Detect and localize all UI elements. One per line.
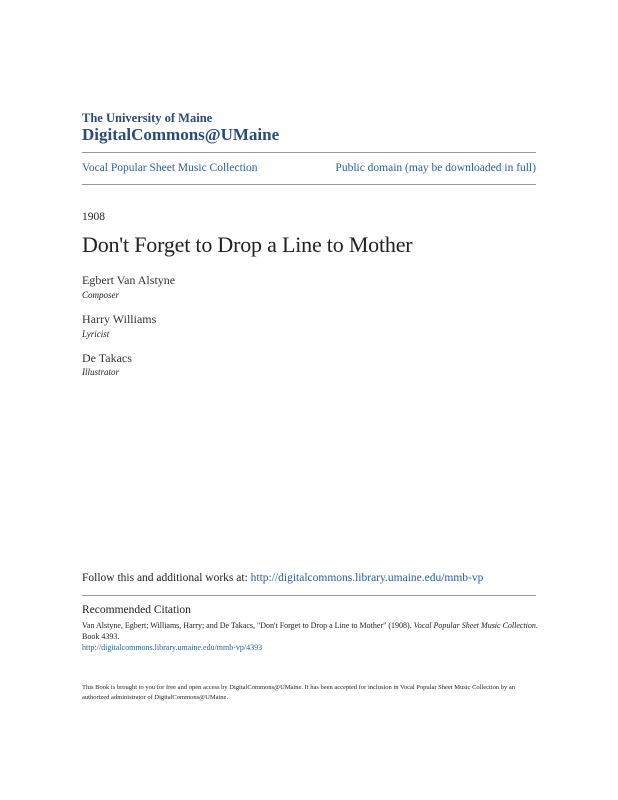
citation-book: . Book 4393. [82,621,538,641]
citation-series: Vocal Popular Sheet Music Collection [413,621,536,630]
lyricist-name: Harry Williams [82,312,157,326]
work-title: Don't Forget to Drop a Line to Mother [82,232,413,257]
illustrator-role: Illustrator [82,367,120,377]
site-name[interactable]: DigitalCommons@UMaine [82,125,280,144]
citation-divider [82,595,536,596]
follow-label: Follow this and additional works at: [82,572,251,584]
citation-text: Van Alstyne, Egbert; Williams, Harry; and De Takacs, "Don't Forget to Drop a Line to Mother" (1908). [82,621,414,630]
collection-link[interactable]: Vocal Popular Sheet Music Collection [82,162,258,174]
illustrator-name: De Takacs [82,351,132,365]
citation-text-block [82,621,542,642]
composer-role: Composer [82,290,120,300]
access-notice: This Book is brought to you for free and open access by DigitalCommons@UMaine. It has been accepted for inclusion in Vocal Popular Sheet Music Collection by an authorized administrator of DigitalCommons@UMaine. [82,684,516,701]
citation-link[interactable]: http://digitalcommons.library.umaine.edu/mmb-vp/4393 [82,643,263,652]
citation-heading: Recommended Citation [82,604,191,616]
lyricist-role: Lyricist [82,329,110,339]
follow-link[interactable]: http://digitalcommons.library.umaine.edu/mmb-vp [250,572,484,584]
rights-link[interactable]: Public domain (may be downloaded in full) [335,162,536,174]
university-name: The University of Maine [82,111,213,125]
top-divider [82,152,536,153]
follow-line [82,572,483,584]
composer-name: Egbert Van Alstyne [82,273,176,287]
nav-divider [82,184,536,185]
publication-year: 1908 [82,211,105,223]
